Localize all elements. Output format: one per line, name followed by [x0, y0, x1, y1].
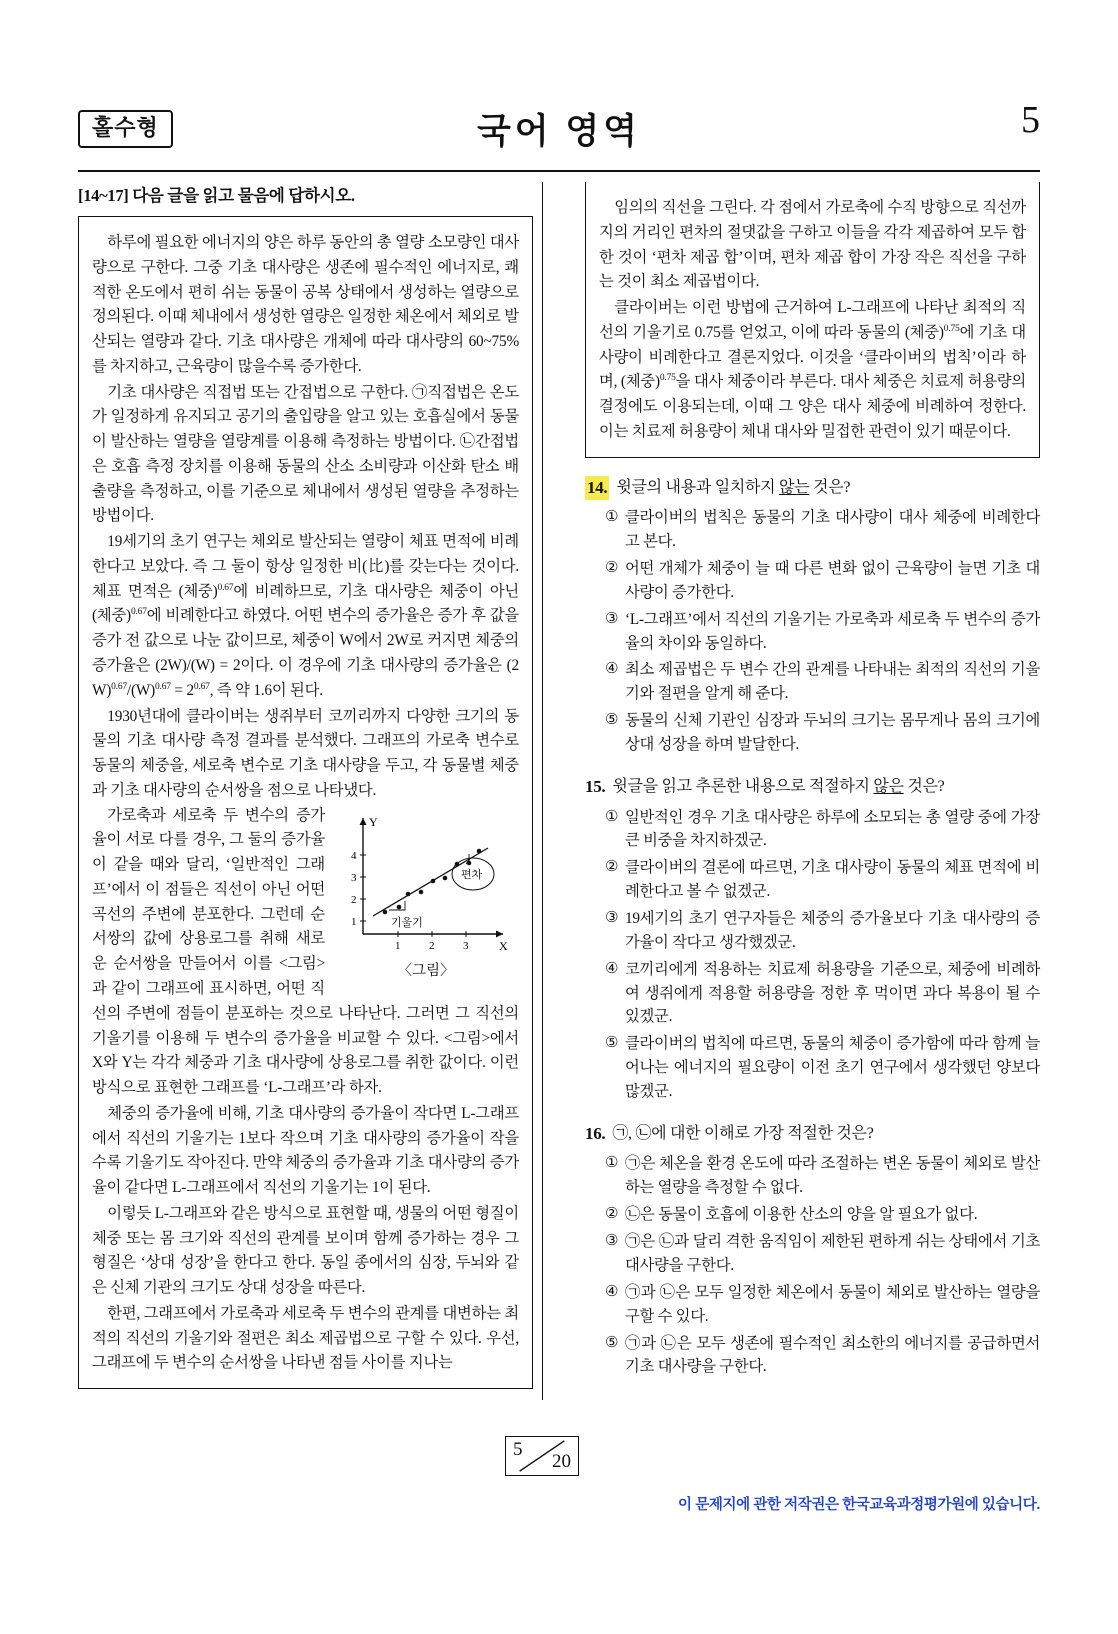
- choice-marker: ①: [605, 1155, 619, 1172]
- choice-item[interactable]: [605, 907, 1040, 955]
- choice-marker: ③: [605, 909, 619, 926]
- choice-marker: ①: [605, 808, 619, 825]
- question-15-text-after: 것은?: [903, 777, 945, 795]
- question-14-choices: [605, 506, 1040, 757]
- choice-item[interactable]: [605, 806, 1040, 854]
- header-divider: [78, 170, 1040, 172]
- page-indicator-current: 5: [513, 1439, 523, 1460]
- choice-item[interactable]: [605, 1230, 1040, 1278]
- question-15-heading: [585, 775, 1040, 800]
- passage-paragraph: 임의의 직선을 그린다. 각 점에서 가로축에 수직 방향으로 직선까지의 거리인 편차의 절댓값을 구하고 이들을 각각 제곱하여 모두 합한 것이 ‘편차 제곱 합’이며, 편차 제곱 합이 가장 작은 직선을 구하는 것이 최소 제곱법이다.: [599, 199, 1026, 291]
- passage-box-right: [585, 182, 1040, 458]
- choice-item[interactable]: [605, 856, 1040, 904]
- choice-text: ㉠은 체온을 환경 온도에 따라 조절하는 변온 동물이 체외로 발산하는 열량을 측정할 수 없다.: [625, 1155, 1040, 1197]
- choice-marker: ①: [605, 509, 619, 526]
- choice-marker: ②: [605, 859, 619, 876]
- question-16-number: 16.: [585, 1123, 606, 1143]
- choice-marker: ②: [605, 560, 619, 577]
- page-number-top: 5: [1021, 99, 1040, 141]
- choice-item[interactable]: [605, 1281, 1040, 1329]
- choice-marker: ④: [605, 1283, 619, 1300]
- choice-text: 클라이버의 법칙에 따르면, 동물의 체중이 증가함에 따라 함께 늘어나는 에너지의 필요량이 이전 초기 연구에서 생각했던 양보다 많겠군.: [625, 1035, 1040, 1100]
- choice-marker: ④: [605, 661, 619, 678]
- question-15-choices: [605, 806, 1040, 1104]
- choice-text: ㉠과 ㉡은 모두 일정한 체온에서 동물이 체외로 발산하는 열량을 구할 수 있다.: [625, 1283, 1040, 1325]
- choice-marker: ⑤: [605, 712, 619, 729]
- choice-text: 최소 제곱법은 두 변수 간의 관계를 나타내는 최적의 직선의 기울기와 절편을 알게 해 준다.: [625, 661, 1040, 703]
- question-14-underline: 않는: [779, 478, 810, 496]
- svg-text:1: 1: [395, 939, 401, 952]
- question-14-number: 14.: [585, 476, 609, 501]
- page-indicator: [505, 1436, 579, 1476]
- question-15: [585, 775, 1040, 1104]
- choice-item[interactable]: [605, 506, 1040, 554]
- choice-item[interactable]: [605, 709, 1040, 757]
- svg-text:2: 2: [429, 939, 435, 952]
- choice-text: 어떤 개체가 체중이 늘 때 다른 변화 없이 근육량이 늘면 기초 대사량이 증가한다.: [625, 560, 1040, 601]
- form-type-badge: 홀수형: [78, 110, 173, 148]
- choice-item[interactable]: [605, 1203, 1040, 1227]
- choice-marker: ②: [605, 1206, 619, 1223]
- svg-text:Y: Y: [369, 814, 378, 829]
- question-14-text: [616, 476, 1040, 499]
- choice-item[interactable]: [605, 1032, 1040, 1104]
- passage-box-left: [78, 216, 533, 1389]
- choice-marker: ③: [605, 1233, 619, 1250]
- figure-caption: 〈그림〉: [397, 962, 455, 979]
- figure-graph: [333, 806, 519, 980]
- passage-paragraph: 체중의 증가율에 비해, 기초 대사량의 증가율이 작다면 L-그래프에서 직선의 기울기는 1보다 작으며 기초 대사량의 증가율이 작을수록 기울기도 작아진다. 만약 체중의 증가율과 기초 대사량의 증가율이 같다면 L-그래프에서 직선의 기울기는 1이 된다.: [92, 1104, 519, 1197]
- l-graph-figure: [333, 806, 519, 956]
- choice-marker: ③: [605, 610, 619, 627]
- question-14-heading: [585, 476, 1040, 501]
- passage-paragraph: 1930년대에 클라이버는 생쥐부터 코끼리까지 다양한 크기의 동물의 기초 대사량 측정 결과를 분석했다. 그래프의 가로축 변수로 동물의 체중을, 세로축 변수로 기초 대사량을 두고, 각 동물별 체중과 기초 대사량의 순서쌍을 점으로 나타냈다.: [92, 707, 519, 799]
- choice-item[interactable]: [605, 1332, 1040, 1380]
- choice-text: ㉠과 ㉡은 모두 생존에 필수적인 최소한의 에너지를 공급하면서 기초 대사량을 구한다.: [625, 1334, 1040, 1376]
- question-15-underline: 않은: [873, 777, 904, 795]
- passage-paragraph: 19세기의 초기 연구는 체외로 발산되는 열량이 체표 면적에 비례한다고 보았다. 즉 그 둘이 항상 일정한 비(比)를 갖는다는 것이다. 체표 면적은 (체중)$^{0.67}$에 비례하므로, 기초 대사량은 체중이 아닌 (체중)$^{0.67}$에 비례한다고 하였다. 어떤 변수의 증가율은 증가 후 값을 증가 전 값으로 나눈 값이므로, 체중이 W에서 2W로 커지면 체중의 증가율은 (2W)/(W) = 2이다. 이 경우에 기초 대사량의 증가율은 $(2W)^{0.67}/(W)^{0.67} = 2^{0.67}$, 즉 약 1.6이 된다.: [92, 533, 519, 699]
- question-16-text: [612, 1122, 1040, 1145]
- choice-text: 클라이버의 결론에 따르면, 기초 대사량이 동물의 체표 면적에 비례한다고 볼 수 없겠군.: [625, 859, 1040, 901]
- passage-paragraph: 하루에 필요한 에너지의 양은 하루 동안의 총 열량 소모량인 대사량으로 구한다. 그중 기초 대사량은 생존에 필수적인 에너지로, 쾌적한 온도에서 편히 쉬는 동물이 공복 상태에서 생성하는 열량으로 정의된다. 이때 체내에서 생성한 열량은 일정한 체온에서 체외로 발산되는 열량과 같다. 기초 대사량은 개체에 따라 대사량의 60~75%를 차지하고, 근육량이 많을수록 증가한다.: [92, 234, 519, 375]
- choice-text: 코끼리에게 적용하는 치료제 허용량을 기준으로, 체중에 비례하여 생쥐에게 적용할 허용량을 정한 후 먹이면 과다 복용이 될 수 있겠군.: [625, 960, 1040, 1026]
- question-14-text-before: 윗글의 내용과 일치하지: [616, 478, 780, 496]
- choice-text: 클라이버의 법칙은 동물의 기초 대사량이 대사 체중에 비례한다고 본다.: [625, 509, 1040, 551]
- question-15-text-before: 윗글을 읽고 추론한 내용으로 적절하지: [612, 777, 874, 795]
- question-16-heading: [585, 1122, 1040, 1147]
- instruction-line: [14~17] 다음 글을 읽고 물음에 답하시오.: [78, 186, 355, 205]
- question-16-text-before: ㉠, ㉡에 대한 이해로 가장 적절한 것은?: [612, 1124, 874, 1142]
- passage-paragraph: 가로축과 세로축 두 변수의 증가율이 서로 다를 경우, 그 둘의 증가율이 같을 때와 달리, ‘일반적인 그래프’에서 이 점들은 직선이 아닌 어떤 곡선의 주변에 분포한다. 그런데 순서쌍의 값에 상용로그를 취해 새로운 순서쌍을 만들어서 이를 <그림>과 같이 그래프에 표시하면, 어떤 직선의 주변에 점들이 분포하는 것으로 나타난다. 그러면 그 직선의 기울기를 이용해 두 변수의 증가율을 비교할 수 있다. <그림>에서 X와 Y는 각각 체중과 기초 대사량에 상용로그를 취한 값이다. 이런 방식으로 표현한 그래프를 ‘L-그래프’라 하자.: [92, 806, 519, 1097]
- question-14-text-after: 것은?: [809, 478, 851, 496]
- choice-text: 일반적인 경우 기초 대사량은 하루에 소모되는 총 열량 중에 가장 큰 비중을 차지하겠군.: [625, 808, 1040, 850]
- svg-text:X: X: [499, 938, 508, 953]
- choice-item[interactable]: [605, 658, 1040, 706]
- choice-text: 동물의 신체 기관인 심장과 두뇌의 크기는 몸무게나 몸의 크기에 상대 성장을 하며 발달한다.: [625, 712, 1040, 754]
- choice-text: ㉠은 ㉡과 달리 격한 움직임이 제한된 편하게 쉬는 상태에서 기초 대사량을 구한다.: [625, 1233, 1040, 1274]
- page-indicator-total: 20: [552, 1451, 571, 1472]
- choice-marker: ④: [605, 960, 619, 977]
- page-header: [78, 99, 1040, 166]
- choice-text: ㉡은 동물이 호흡에 이용한 산소의 양을 알 필요가 없다.: [625, 1206, 978, 1224]
- choice-item[interactable]: [605, 958, 1040, 1030]
- passage-paragraph: 한편, 그래프에서 가로축과 세로축 두 변수의 관계를 대변하는 최적의 직선의 기울기와 절편은 최소 제곱법으로 구할 수 있다. 우선, 그래프에 두 변수의 순서쌍을 나타낸 점들 사이를 지나는: [92, 1304, 519, 1372]
- passage-paragraph: 이렇듯 L-그래프와 같은 방식으로 표현할 때, 생물의 어떤 형질이 체중 또는 몸 크기와 직선의 관계를 보이며 함께 증가하는 경우 그 형질은 ‘상대 성장’을 한다고 한다. 동일 종에서의 심장, 두뇌와 같은 신체 기관의 크기도 상대 성장을 따른다.: [92, 1204, 519, 1297]
- svg-text:2: 2: [351, 893, 357, 906]
- question-16: [585, 1122, 1040, 1379]
- column-divider: [542, 182, 543, 1400]
- svg-text:4: 4: [351, 849, 357, 862]
- choice-marker: ⑤: [605, 1035, 619, 1052]
- right-column: [585, 182, 1040, 1379]
- svg-text:3: 3: [351, 871, 357, 884]
- svg-text:3: 3: [463, 939, 469, 952]
- copyright-notice: 이 문제지에 관한 저작권은 한국교육과정평가원에 있습니다.: [678, 1497, 1040, 1513]
- question-15-text: [612, 775, 1040, 798]
- question-16-choices: [605, 1152, 1040, 1379]
- question-14: [585, 476, 1040, 757]
- choice-item[interactable]: [605, 557, 1040, 605]
- svg-text:1: 1: [351, 915, 357, 928]
- left-column: [78, 182, 533, 1389]
- choice-marker: ⑤: [605, 1334, 619, 1351]
- page-title: 국어 영역: [477, 112, 641, 151]
- passage-paragraph: 기초 대사량은 직접법 또는 간접법으로 구한다. ㉠직접법은 온도가 일정하게 유지되고 공기의 출입량을 알고 있는 호흡실에서 동물이 발산하는 열량을 열량계를 이용해 측정하는 방법이다. ㉡간접법은 호흡 측정 장치를 이용해 동물의 산소 소비량과 이산화 탄소 배출량을 측정하고, 이를 기준으로 체내에서 생성된 열량을 추정하는 방법이다.: [92, 383, 519, 525]
- choice-item[interactable]: [605, 608, 1040, 656]
- question-15-number: 15.: [585, 776, 606, 796]
- passage-paragraph: 클라이버는 이런 방법에 근거하여 L-그래프에 나타난 최적의 직선의 기울기로 0.75를 얻었고, 이에 따라 동물의 (체중)$^{0.75}$에 기초 대사량이 비례한다고 결론지었다. 이것을 ‘클라이버의 법칙’이라 하며, (체중)$^{0.75}$을 대사 체중이라 부른다. 대사 체중은 치료제 허용량의 결정에도 이용되는데, 이때 그 양은 대사 체중에 비례하여 정한다. 이는 치료제 허용량이 체내 대사와 밀접한 관련이 있기 때문이다.: [599, 299, 1026, 440]
- svg-text:편차: 편차: [461, 868, 483, 881]
- choice-item[interactable]: [605, 1152, 1040, 1200]
- svg-text:기울기: 기울기: [391, 916, 423, 929]
- choice-text: 19세기의 초기 연구자들은 체중의 증가율보다 기초 대사량의 증가율이 작다고 생각했겠군.: [625, 909, 1040, 951]
- choice-text: ‘L-그래프’에서 직선의 기울기는 가로축과 세로축 두 변수의 증가율의 차이와 동일하다.: [625, 610, 1040, 652]
